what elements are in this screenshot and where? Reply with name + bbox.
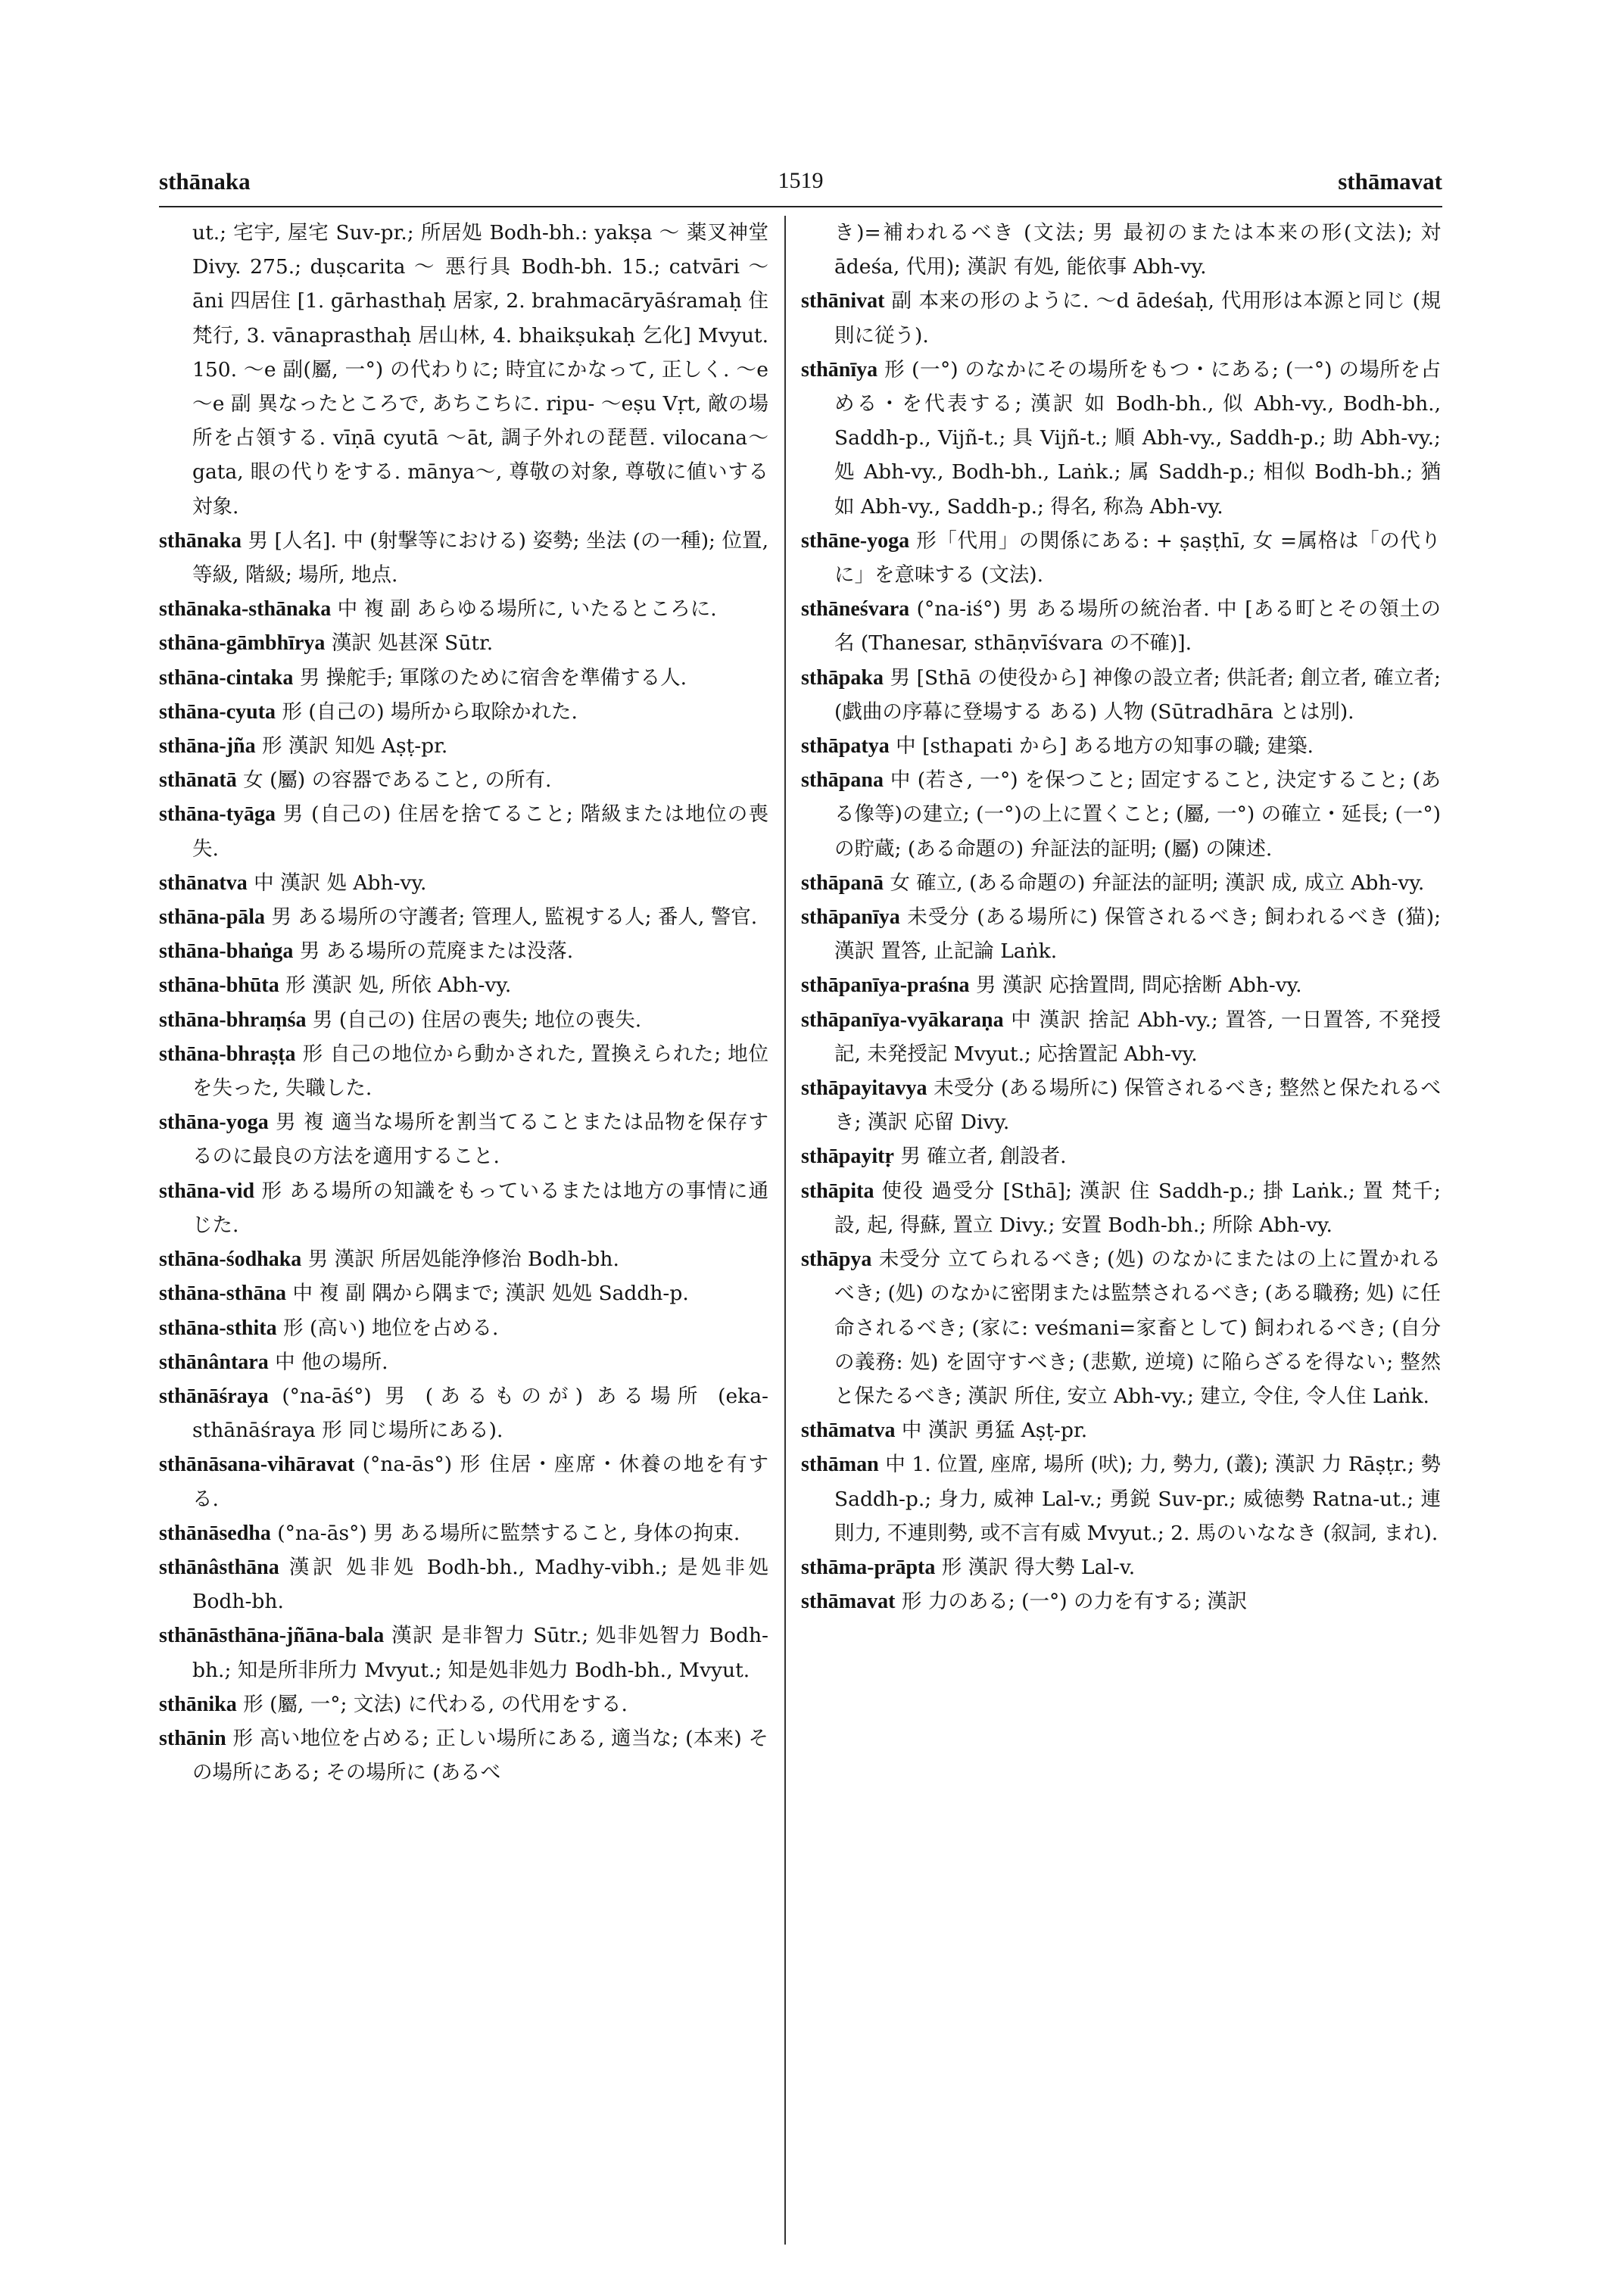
dictionary-entry	[159, 1721, 768, 1790]
dictionary-entry	[801, 968, 1441, 1002]
entry-definition: 形 (一°) のなかにその場所をもつ・にある; (一°) の場所を占める・を代表する; 漢訳 如 Bodh-bh., 似 Abh-vy., Bodh-bh., Saddh-p., Vijñ-t.; 具 Vijñ-t.; 順 Abh-vy., Saddh-p.; 助 Abh-vy.; 処 Abh-vy., Bodh-bh., Laṅk.; 属 Saddh-p.; 相似 Bodh-bh.; 猶如 Abh-vy., Saddh-p.; 得名, 称為 Abh-vy.	[834, 357, 1441, 519]
entry-headword: sthānâsthāna	[159, 1555, 279, 1579]
entry-definition: 中 1. 位置, 座席, 場所 (吠); 力, 勢力, (叢); 漢訳 力 Rāṣṭr.; 勢 Saddh-p.; 身力, 威神 Lal-v.; 勇鋭 Suv-pr.; 威徳勢 Ratna-ut.; 連則力, 不連則勢, 或不言有威 Mvyut.; 2. 馬のいななき (叙詞, まれ).	[834, 1453, 1441, 1545]
entry-headword: sthāpanīya-vyākaraṇa	[801, 1008, 1004, 1032]
header-last-headword: sthāmavat	[1338, 168, 1442, 195]
dictionary-entry	[159, 1276, 768, 1310]
entry-headword: sthāna-śodhaka	[159, 1248, 302, 1272]
entry-definition: (°na-iś°) 男 ある場所の統治者. 中 [ある町とその領土の名 (Thanesar, sthāṇvīśvara の不確)].	[834, 597, 1441, 656]
entry-definition: 中 他の場所.	[275, 1350, 388, 1374]
entry-definition: 形「代用」の関係にある: + ṣaṣṭhī, 女 =属格は「の代りに」を意味する (文法).	[834, 528, 1441, 587]
dictionary-entry	[801, 1139, 1441, 1173]
dictionary-entry	[801, 1413, 1441, 1447]
entry-headword: sthāne-yoga	[801, 528, 910, 553]
dictionary-entry	[801, 763, 1441, 866]
dictionary-entry	[801, 661, 1441, 729]
entry-definition: 副 本来の形のように. ～d ādeśaḥ, 代用形は本源と同じ (規則に従う).	[834, 289, 1441, 347]
entry-headword: sthānaka-sthānaka	[159, 597, 332, 622]
entry-definition: 形 力のある; (一°) の力を有する; 漢訳	[901, 1590, 1248, 1614]
entry-definition: 女 確立, (ある命題の) 弁証法的証明; 漢訳 成, 成立 Abh-vy.	[890, 871, 1425, 895]
dictionary-entry	[159, 1550, 768, 1618]
entry-definition: 漢訳 是非智力 Sūtr.; 処非処智力 Bodh-bh.; 知是所非所力 Mvyut.; 知是処非処力 Bodh-bh., Mvyut.	[192, 1624, 768, 1682]
entry-definition: 男 漢訳 所居処能浄修治 Bodh-bh.	[307, 1248, 619, 1272]
entry-headword: sthāna-jña	[159, 734, 256, 759]
entry-definition: 形 (自己の) 場所から取除かれた.	[282, 699, 578, 724]
entry-headword: sthānīya	[801, 357, 878, 382]
dictionary-entry	[159, 1174, 768, 1242]
right-column	[801, 216, 1441, 2260]
entry-definition: (°na-ās°) 男 ある場所に監禁すること, 身体の拘束.	[277, 1521, 740, 1545]
entry-definition: 漢訳 処甚深 Sūtr.	[331, 631, 494, 656]
entry-definition: 男 操舵手; 軍隊のために宿舎を準備する人.	[299, 665, 687, 690]
dictionary-entry	[159, 1037, 768, 1105]
entry-headword: sthānin	[159, 1726, 226, 1750]
entry-headword: sthānāsana-vihāravat	[159, 1453, 355, 1477]
dictionary-entry	[159, 968, 768, 1002]
entry-headword: sthāpana	[801, 768, 884, 793]
entry-headword: sthāna-gāmbhīrya	[159, 631, 326, 656]
entry-headword: sthānaka	[159, 528, 242, 553]
dictionary-entry	[159, 866, 768, 900]
entry-headword: sthāna-bhūta	[159, 974, 279, 998]
entry-definition: 中 [sthapati から] ある地方の知事の職; 建築.	[896, 734, 1314, 759]
entry-headword: sthāpanīya	[801, 905, 900, 930]
entry-headword: sthānântara	[159, 1350, 269, 1374]
entry-headword: sthāpanā	[801, 871, 884, 895]
dictionary-entry	[159, 1242, 768, 1276]
entry-definition: 男 漢訳 応捨置問, 問応捨断 Abh-vy.	[975, 974, 1302, 998]
entry-headword: sthāpayitṛ	[801, 1145, 894, 1169]
entry-definition: (°na-ās°) 形 住居・座席・休養の地を有する.	[192, 1453, 768, 1511]
header-rule	[159, 206, 1442, 207]
dictionary-entry	[801, 1071, 1441, 1139]
dictionary-entry	[159, 1379, 768, 1447]
dictionary-entry	[801, 1242, 1441, 1413]
entry-definition: (°na-āś°) 男 (あるものが) ある場所 (eka-sthānāśraya 形 同じ場所にある).	[192, 1384, 768, 1443]
entry-definition: 男 確立者, 創設者.	[900, 1145, 1067, 1169]
dictionary-entry	[159, 1003, 768, 1037]
entry-headword: sthānivat	[801, 289, 885, 313]
dictionary-entry	[159, 934, 768, 968]
dictionary-entry	[159, 1618, 768, 1687]
dictionary-entry	[801, 1174, 1441, 1242]
entry-headword: sthāneśvara	[801, 597, 910, 622]
dictionary-entry	[159, 216, 768, 524]
entry-definition: き)=補われるべき (文法; 男 最初のまたは本来の形(文法); 対 ādeśa, 代用); 漢訳 有処, 能依事 Abh-vy.	[834, 221, 1441, 279]
entry-headword: sthāpaka	[801, 665, 884, 690]
entry-headword: sthāna-cintaka	[159, 665, 294, 690]
dictionary-entry	[801, 729, 1441, 763]
entry-headword: sthāmatva	[801, 1419, 896, 1443]
entry-definition: 男 [人名]. 中 (射撃等における) 姿勢; 坐法 (の一種); 位置, 等級, 階級; 場所, 地点.	[192, 528, 768, 587]
entry-headword: sthāna-yoga	[159, 1111, 269, 1135]
dictionary-entry	[801, 1584, 1441, 1618]
dictionary-entry	[801, 284, 1441, 352]
entry-headword: sthāna-sthita	[159, 1316, 277, 1340]
entry-headword: sthāna-tyāga	[159, 802, 276, 827]
entry-headword: sthāma-prāpta	[801, 1555, 936, 1579]
entry-headword: sthānatva	[159, 871, 248, 895]
dictionary-entry	[159, 729, 768, 763]
dictionary-entry	[159, 1687, 768, 1721]
entry-definition: 形 高い地位を占める; 正しい場所にある, 適当な; (本来) その場所にある; その場所に (あるべ	[192, 1726, 768, 1785]
dictionary-entry	[159, 763, 768, 797]
page-number: 1519	[778, 168, 824, 193]
dictionary-entry	[159, 695, 768, 729]
entry-headword: sthāna-pāla	[159, 905, 266, 930]
entry-headword: sthāpanīya-praśna	[801, 974, 970, 998]
dictionary-entry	[801, 524, 1441, 592]
left-column	[159, 216, 768, 2260]
entry-definition: 未受分 立てられるべき; (処) のなかにまたはの上に置かれるべき; (処) のなかに密閉または監禁されるべき; (ある職務; 処) に任命されるべき; (家に: veśmani=家畜として) 飼われるべき; (自分の義務: 処) を固守すべき; (悲歎, 逆境) に陥らざるを得ない; 整然と保たるべき; 漢訳 所住, 安立 Abh-vy.; 建立, 令住, 令人住 Laṅk.	[834, 1248, 1441, 1408]
entry-headword: sthāna-bhraṣṭa	[159, 1042, 296, 1066]
dictionary-entry	[159, 797, 768, 865]
dictionary-entry	[159, 524, 768, 592]
dictionary-entry	[801, 592, 1441, 660]
dictionary-entry	[801, 1003, 1441, 1071]
dictionary-entry	[159, 1516, 768, 1550]
dictionary-entry	[801, 353, 1441, 524]
entry-definition: 使役 過受分 [Sthā]; 漢訳 住 Saddh-p.; 掛 Laṅk.; 置 梵千; 設, 起, 得蘇, 置立 Divy.; 安置 Bodh-bh.; 所除 Abh-vy.	[834, 1179, 1441, 1237]
entry-headword: sthāmavat	[801, 1590, 896, 1614]
header-first-headword: sthānaka	[159, 168, 251, 195]
entry-headword: sthāpatya	[801, 734, 890, 759]
dictionary-entry	[801, 866, 1441, 900]
dictionary-entry	[801, 216, 1441, 284]
dictionary-entry	[801, 1550, 1441, 1584]
entry-headword: sthāna-sthāna	[159, 1282, 287, 1306]
entry-headword: sthāna-cyuta	[159, 699, 276, 724]
entry-headword: sthāpayitavya	[801, 1076, 927, 1101]
entry-definition: 男 (自己の) 住居の喪失; 地位の喪失.	[312, 1008, 642, 1032]
entry-headword: sthānāsthāna-jñāna-bala	[159, 1624, 385, 1648]
entry-headword: sthāna-bhaṅga	[159, 939, 294, 964]
column-divider	[784, 216, 786, 2245]
entry-headword: sthānatā	[159, 768, 237, 793]
entry-definition: 男 複 適当な場所を割当てることまたは品物を保存するのに最良の方法を適用すること.	[192, 1111, 768, 1169]
entry-headword: sthāman	[801, 1453, 879, 1477]
entry-definition: 中 複 副 隅から隅まで; 漢訳 処処 Saddh-p.	[292, 1282, 689, 1306]
entry-definition: 形 ある場所の知識をもっているまたは地方の事情に通じた.	[192, 1179, 768, 1237]
entry-definition: 未受分 (ある場所に) 保管されるべき; 飼われるべき (猫); 漢訳 置答, 止記論 Laṅk.	[834, 905, 1441, 964]
entry-definition: 形 (屬, 一°; 文法) に代わる, の代用をする.	[243, 1692, 628, 1716]
entry-headword: sthānika	[159, 1692, 237, 1716]
dictionary-entry	[159, 1311, 768, 1345]
entry-headword: sthāna-bhraṃśa	[159, 1008, 307, 1032]
dictionary-entry	[801, 900, 1441, 968]
entry-definition: 男 ある場所の荒廃または没落.	[299, 939, 574, 964]
dictionary-entry	[159, 900, 768, 934]
entry-headword: sthānāsedha	[159, 1521, 271, 1545]
entry-definition: 形 漢訳 処, 所依 Abh-vy.	[285, 974, 512, 998]
entry-definition: 形 漢訳 知処 Aṣṭ-pr.	[262, 734, 448, 759]
dictionary-entry	[159, 661, 768, 695]
entry-definition: 形 自己の地位から動かされた, 置換えられた; 地位を失った, 失職した.	[192, 1042, 768, 1101]
dictionary-entry	[159, 1345, 768, 1379]
entry-definition: ut.; 宅宇, 屋宅 Suv-pr.; 所居処 Bodh-bh.: yakṣa ～ 薬叉神堂 Divy. 275.; duṣcarita ～ 悪行具 Bodh-bh. 15.; catvāri ～āni 四居住 [1. gārhasthaḥ 居家, 2. brahmacāryāśramaḥ 住梵行, 3. vānaprasthaḥ 居山林, 4. bhaikṣukaḥ 乞化] Mvyut. 150. ～e 副(屬, 一°) の代わりに; 時宜にかなって, 正しく. ～e ～e 副 異なったところで, あちこちに. ripu- ～eṣu Vṛt, 敵の場所を占領する. vīṇā cyutā ～āt, 調子外れの琵琶. vilocana～gata, 眼の代りをする. mānya～, 尊敬の対象, 尊敬に値いする対象.	[192, 221, 768, 519]
entry-definition: 形 漢訳 得大勢 Lal-v.	[941, 1555, 1136, 1579]
dictionary-entry	[159, 592, 768, 626]
dictionary-entry	[801, 1447, 1441, 1550]
entry-definition: 男 ある場所の守護者; 管理人, 監視する人; 番人, 警官.	[271, 905, 758, 930]
dictionary-entry	[159, 626, 768, 660]
entry-definition: 中 漢訳 勇猛 Aṣṭ-pr.	[901, 1419, 1088, 1443]
dictionary-entry	[159, 1447, 768, 1516]
page-header	[159, 168, 1442, 206]
entry-definition: 中 複 副 あらゆる場所に, いたるところに.	[337, 597, 717, 622]
entry-definition: 中 漢訳 処 Abh-vy.	[254, 871, 427, 895]
entry-definition: 中 漢訳 捨記 Abh-vy.; 置答, 一日置答, 不発授記, 未発授記 Mvyut.; 応捨置記 Abh-vy.	[834, 1008, 1441, 1066]
entry-headword: sthānāśraya	[159, 1384, 269, 1408]
entry-definition: 形 (高い) 地位を占める.	[283, 1316, 499, 1340]
entry-definition: 漢訳 処非処 Bodh-bh., Madhy-vibh.; 是処非処 Bodh-bh.	[192, 1555, 768, 1614]
entry-definition: 中 (若さ, 一°) を保つこと; 固定すること, 決定すること; (ある像等)の建立; (一°)の上に置くこと; (屬, 一°) の確立・延長; (一°) の貯蔵; (ある命題の) 弁証法的証明; (屬) の陳述.	[834, 768, 1441, 861]
entry-definition: 未受分 (ある場所に) 保管されるべき; 整然と保たれるべき; 漢訳 応留 Divy.	[834, 1076, 1441, 1135]
entry-definition: 男 (自己の) 住居を捨てること; 階級または地位の喪失.	[192, 802, 768, 861]
entry-headword: sthāpya	[801, 1248, 872, 1272]
dictionary-entry	[159, 1105, 768, 1173]
entry-definition: 女 (屬) の容器であること, の所有.	[243, 768, 552, 793]
entry-headword: sthāpita	[801, 1179, 874, 1203]
entry-definition: 男 [Sthā の使役から] 神像の設立者; 供託者; 創立者, 確立者; (戯曲の序幕に登場する ある) 人物 (Sūtradhāra とは別).	[834, 665, 1441, 724]
entry-headword: sthāna-vid	[159, 1179, 255, 1203]
